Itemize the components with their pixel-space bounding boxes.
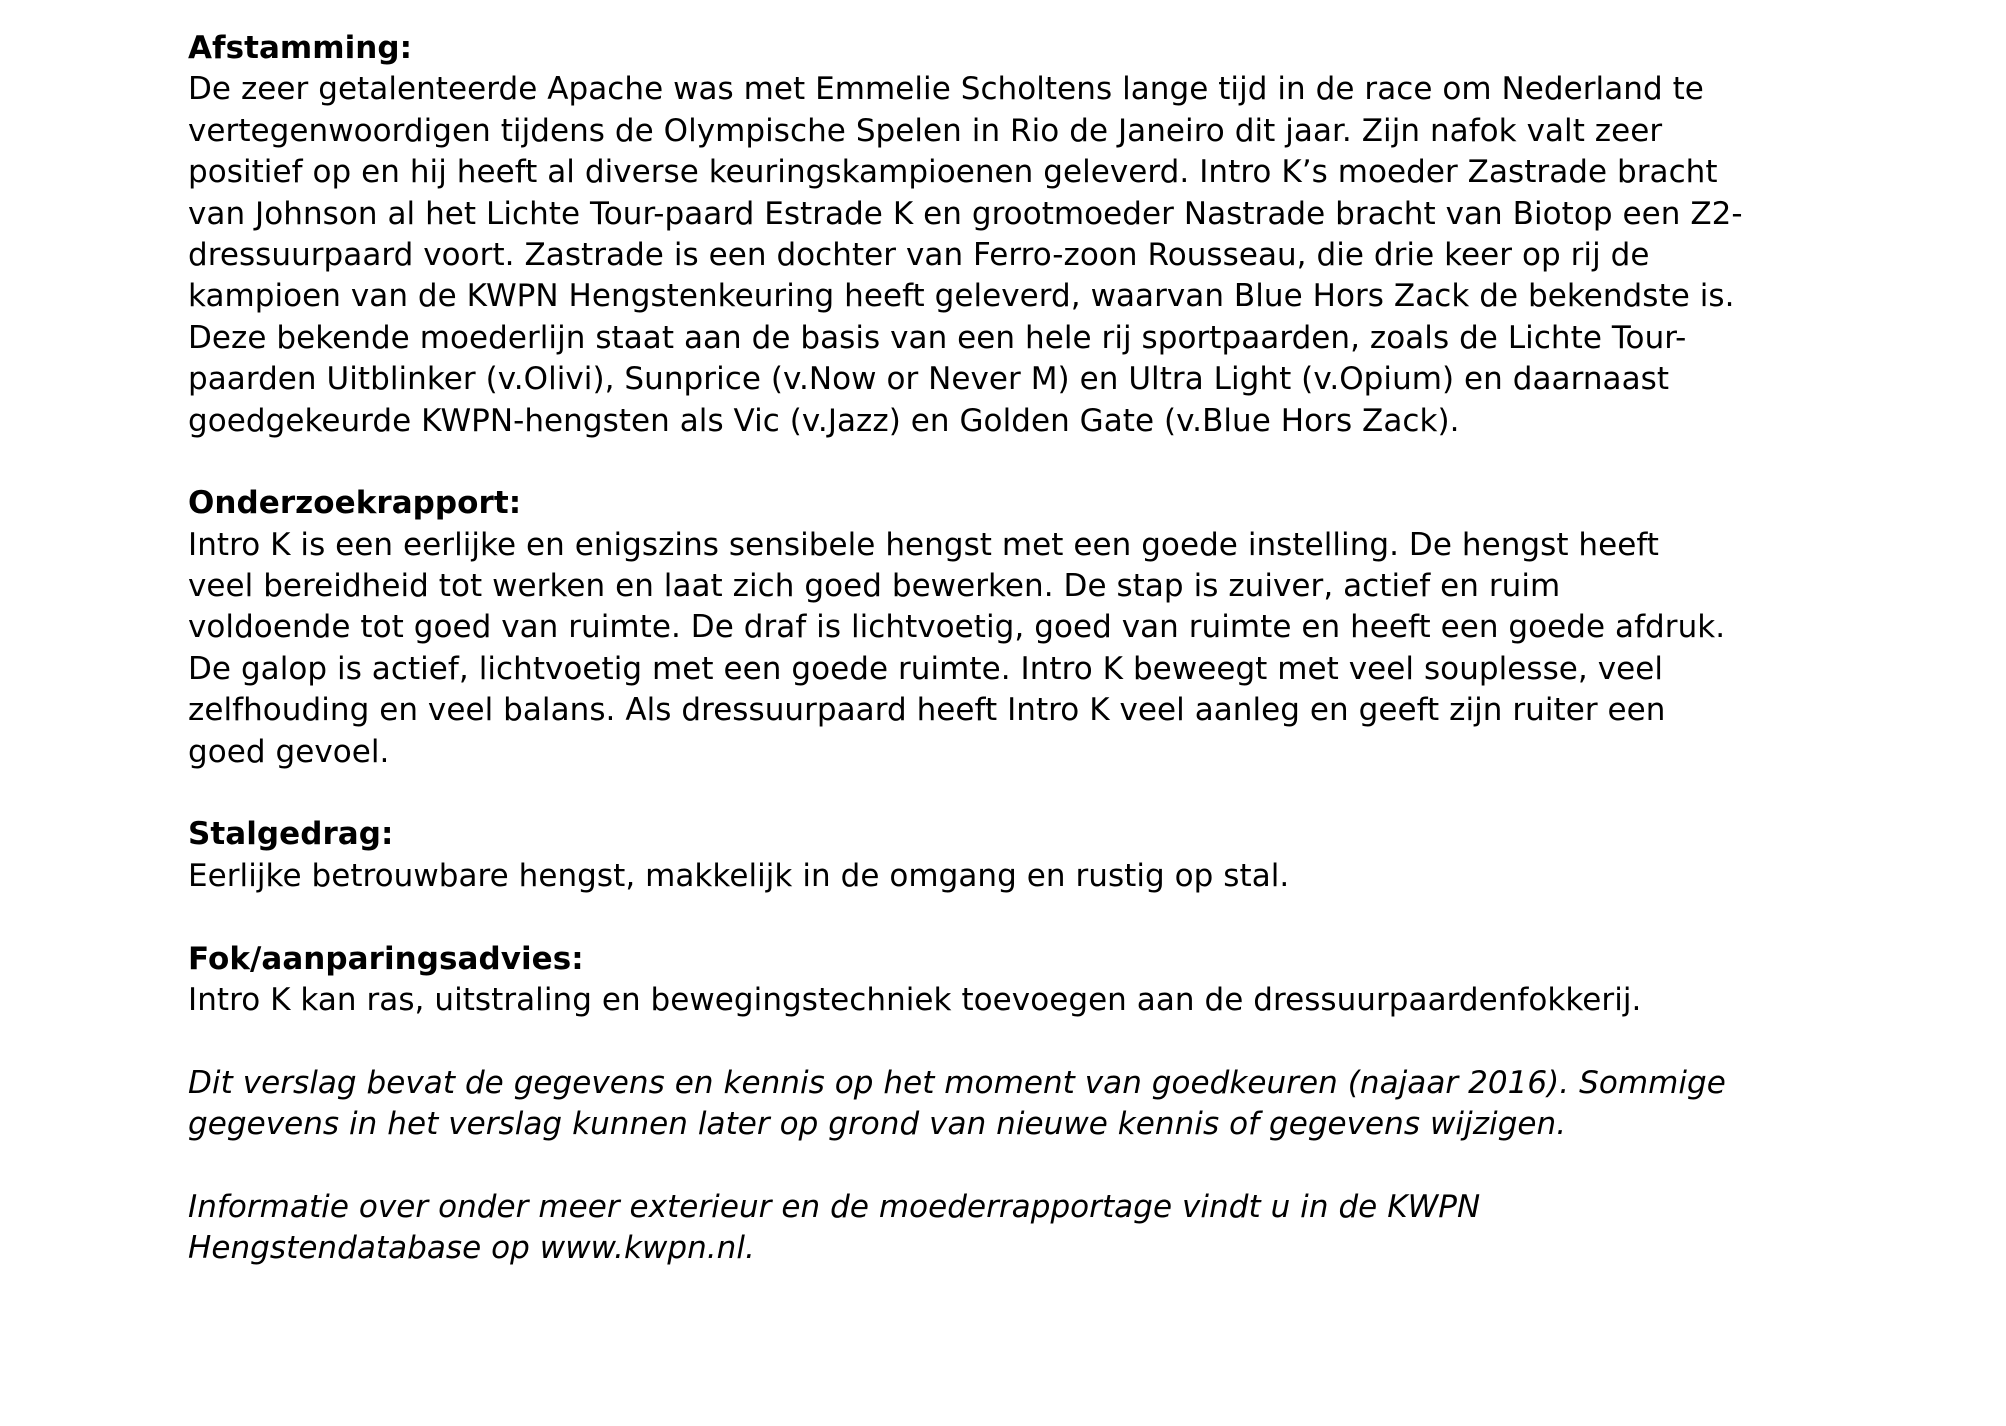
section-heading: Stalgedrag: (188, 816, 394, 853)
section-heading: Onderzoekrapport: (188, 485, 522, 522)
paragraph-line: voldoende tot goed van ruimte. De draf is lichtvoetig, goed van ruimte en heeft een goede afdruk. (188, 609, 1726, 646)
disclaimer-note (188, 1063, 1888, 1146)
paragraph-line: Intro K is een eerlijke en enigszins sensibele hengst met een goede instelling. De hengst heeft (188, 526, 1659, 563)
section-fok-aanparingsadvies (188, 939, 1888, 1022)
info-note (188, 1187, 1888, 1270)
paragraph-line: zelfhouding en veel balans. Als dressuurpaard heeft Intro K veel aanleg en geeft zijn ruiter een (188, 692, 1666, 729)
paragraph-spacer (188, 773, 1888, 814)
paragraph-line: kampioen van de KWPN Hengstenkeuring heeft geleverd, waarvan Blue Hors Zack de bekendste is. (188, 278, 1735, 315)
paragraph-line: Deze bekende moederlijn staat aan de basis van een hele rij sportpaarden, zoals de Lichte Tour- (188, 319, 1687, 356)
section-heading: Fok/aanparingsadvies: (188, 940, 584, 977)
paragraph-line: Intro K kan ras, uitstraling en bewegingstechniek toevoegen aan de dressuurpaardenfokkerij. (188, 981, 1642, 1018)
paragraph-line: Eerlijke betrouwbare hengst, makkelijk in de omgang en rustig op stal. (188, 857, 1290, 894)
paragraph-spacer (188, 1021, 1888, 1062)
paragraph-line: veel bereidheid tot werken en laat zich goed bewerken. De stap is zuiver, actief en ruim (188, 568, 1561, 605)
paragraph-line: vertegenwoordigen tijdens de Olympische Spelen in Rio de Janeiro dit jaar. Zijn nafok valt zeer (188, 112, 1663, 149)
section-heading: Afstamming: (188, 30, 413, 66)
document-page (188, 28, 1888, 1270)
section-stalgedrag (188, 814, 1888, 897)
note-line: Dit verslag bevat de gegevens en kennis op het moment van goedkeuren (najaar 2016). Sommige (188, 1064, 1726, 1101)
note-line: gegevens in het verslag kunnen later op grond van nieuwe kennis of gegevens wijzigen. (188, 1106, 1567, 1143)
note-line: Informatie over onder meer exterieur en de moederrapportage vindt u in de KWPN (188, 1188, 1481, 1225)
paragraph-line: van Johnson al het Lichte Tour-paard Estrade K en grootmoeder Nastrade bracht van Biotop een Z2- (188, 195, 1743, 232)
note-line: Hengstendatabase op www.kwpn.nl. (188, 1230, 755, 1267)
section-afstamming (188, 28, 1888, 442)
paragraph-line: dressuurpaard voort. Zastrade is een dochter van Ferro-zoon Rousseau, die drie keer op rij de (188, 236, 1650, 273)
paragraph-line: De zeer getalenteerde Apache was met Emmelie Scholtens lange tijd in de race om Nederland te (188, 71, 1704, 108)
paragraph-line: paarden Uitblinker (v.Olivi), Sunprice (v.Now or Never M) en Ultra Light (v.Opium) en daarnaast (188, 361, 1670, 398)
paragraph-spacer (188, 1146, 1888, 1187)
paragraph-line: goed gevoel. (188, 733, 390, 770)
paragraph-line: positief op en hij heeft al diverse keuringskampioenen geleverd. Intro K’s moeder Zastrade bracht (188, 154, 1718, 191)
paragraph-line: goedgekeurde KWPN-hengsten als Vic (v.Jazz) en Golden Gate (v.Blue Hors Zack). (188, 402, 1460, 439)
section-onderzoekrapport (188, 483, 1888, 773)
paragraph-line: De galop is actief, lichtvoetig met een goede ruimte. Intro K beweegt met veel souplesse, veel (188, 650, 1664, 687)
paragraph-spacer (188, 442, 1888, 483)
paragraph-spacer (188, 897, 1888, 938)
